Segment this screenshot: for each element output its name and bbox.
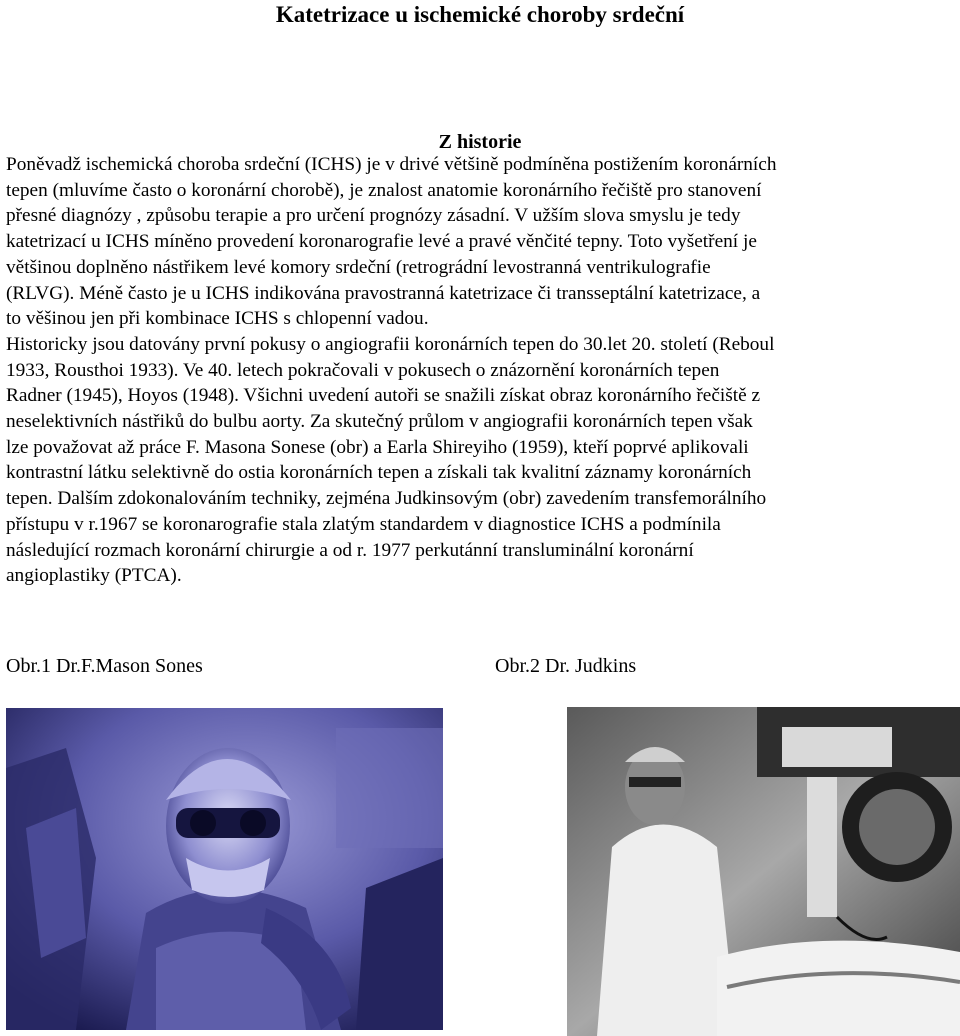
paragraph-line: katetrizací u ICHS míněno provedení koronarografie levé a pravé věnčité tepny. Toto vyšetření je (6, 231, 757, 253)
judkins-lab-image (567, 707, 960, 1036)
history-paragraph (6, 152, 956, 589)
paragraph-line: neselektivních nástřiků do bulbu aorty. Za skutečný průlom v angiografii koronárních tepen však (6, 411, 753, 433)
section-heading: Z historie (438, 131, 522, 153)
paragraph-line: Historicky jsou datovány první pokusy o angiografii koronárních tepen do 30.let 20. století (Reboul (6, 333, 775, 355)
paragraph-line: přístupu v r.1967 se koronarografie stala zlatým standardem v diagnostice ICHS a podmínila (6, 513, 721, 535)
paragraph-line: následující rozmach koronární chirurgie a od r. 1977 perkutánní transluminální koronární (6, 539, 694, 561)
paragraph-line: přesné diagnózy , způsobu terapie a pro určení prognózy zásadní. V užším slova smyslu je tedy (6, 205, 741, 227)
sones-portrait-image (6, 708, 443, 1030)
paragraph-line: angioplastiky (PTCA). (6, 565, 182, 587)
figure-2-photo (567, 707, 960, 1036)
paragraph-line: (RLVG). Méně často je u ICHS indikována pravostranná katetrizace či transseptální katetrizace, a (6, 282, 761, 304)
paragraph-line: kontrastní látku selektivně do ostia koronárních tepen a získali tak kvalitní záznamy koronárních (6, 462, 752, 484)
paragraph-line: Radner (1945), Hoyos (1948). Všichni uvedení autoři se snažili získat obraz koronárního řečiště z (6, 385, 761, 407)
figure-2-caption: Obr.2 Dr. Judkins (495, 655, 637, 677)
document-title: Katetrizace u ischemické choroby srdeční (275, 2, 685, 27)
figure-1-photo (6, 708, 443, 1030)
paragraph-line: to věšinou jen při kombinace ICHS s chlopenní vadou. (6, 308, 429, 330)
paragraph-line: většinou doplněno nástřikem levé komory srdeční (retrográdní levostranná ventrikulografie (6, 256, 711, 278)
paragraph-line: Poněvadž ischemická choroba srdeční (ICHS) je v drivé většině podmíněna postižením koronárních (6, 154, 777, 175)
paragraph-line: tepen (mluvíme často o koronární chorobě), je znalost anatomie koronárního řečiště pro stanovení (6, 179, 762, 201)
paragraph-line: lze považovat až práce F. Masona Sonese (obr) a Earla Shireyiho (1959), kteří poprvé aplikovali (6, 436, 749, 458)
paragraph-line: tepen. Dalším zdokonalováním techniky, zejména Judkinsovým (obr) zavedením transfemorálního (6, 488, 767, 510)
paragraph-line: 1933, Rousthoi 1933). Ve 40. letech pokračovali v pokusech o znázornění koronárních tepen (6, 359, 720, 381)
figure-1-caption: Obr.1 Dr.F.Mason Sones (6, 655, 203, 677)
